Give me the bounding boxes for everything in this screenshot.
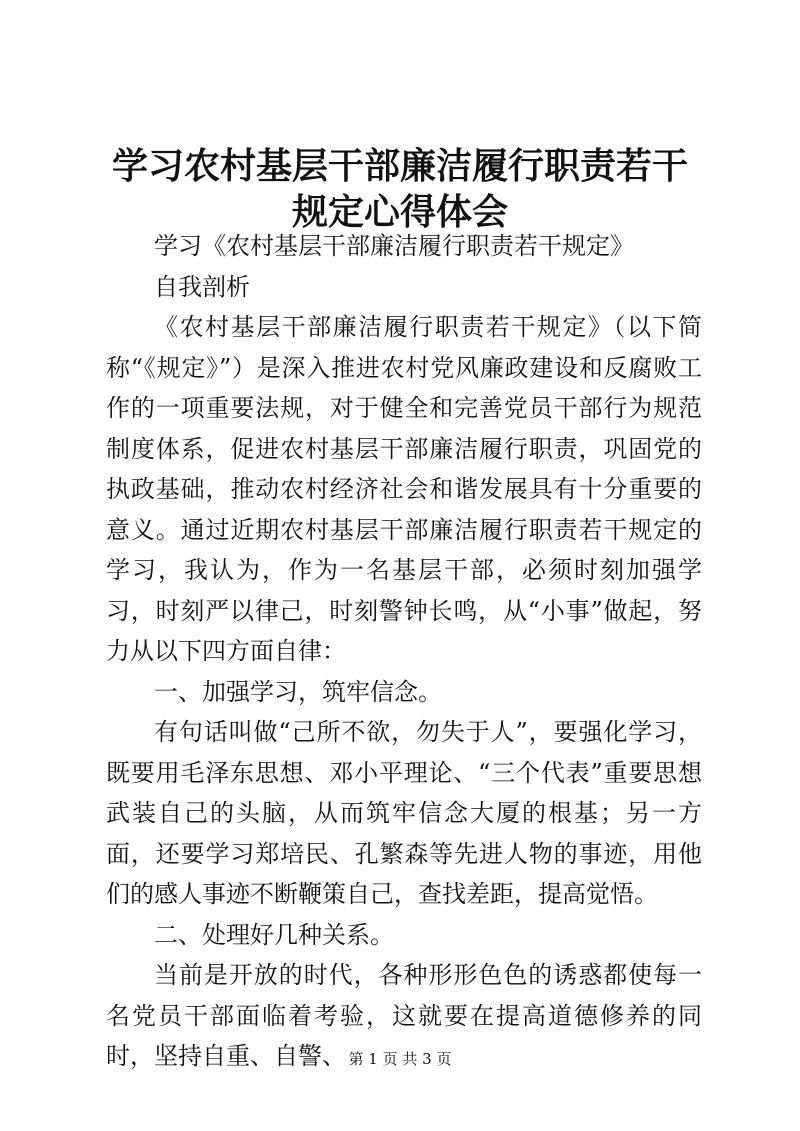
paragraph-subtitle: 学习《农村基层干部廉洁履行职责若干规定》 [154, 232, 634, 260]
paragraph-section-2: 当前是开放的时代，各种形形色色的诱惑都使每一名党员干部面临着考验，这就要在提高道德修养的同时，坚持自重、自警、 [106, 961, 702, 1070]
section-heading-1: 一、加强学习，筑牢信念。 [154, 677, 442, 706]
paragraph-intro: 《农村基层干部廉洁履行职责若干规定》（以下简称“《规定》”）是深入推进农村党风廉政建设和反腐败工作的一项重要法规，对于健全和完善党员干部行为规范制度体系，促进农村基层干部廉洁履行职责，巩固党的执政基础，推动农村经济社会和谐发展具有十分重要的意义。通过近期农村基层干部廉洁履行职责若干规定的学习，我认为，作为一名基层干部，必须时刻加强学习，时刻严以律己，时刻警钟长鸣，从“小事”做起，努力从以下四方面自律： [106, 313, 702, 665]
page-footer: 第 1 页 共 3 页 [348, 1050, 452, 1068]
section-heading-2: 二、处理好几种关系。 [154, 920, 394, 949]
paragraph-self-analysis: 自我剖析 [154, 272, 250, 301]
document-body [106, 226, 702, 1077]
paragraph-section-1: 有句话叫做“己所不欲，勿失于人”，要强化学习，既要用毛泽东思想、邓小平理论、“三个代表”重要思想武装自己的头脑，从而筑牢信念大厦的根基；另一方面，还要学习郑培民、孔繁森等先进人物的事迹，用他们的感人事迹不断鞭策自己，查找差距，提高觉悟。 [106, 718, 702, 908]
document-title: 学习农村基层干部廉洁履行职责若干规定心得体会 [111, 145, 688, 233]
